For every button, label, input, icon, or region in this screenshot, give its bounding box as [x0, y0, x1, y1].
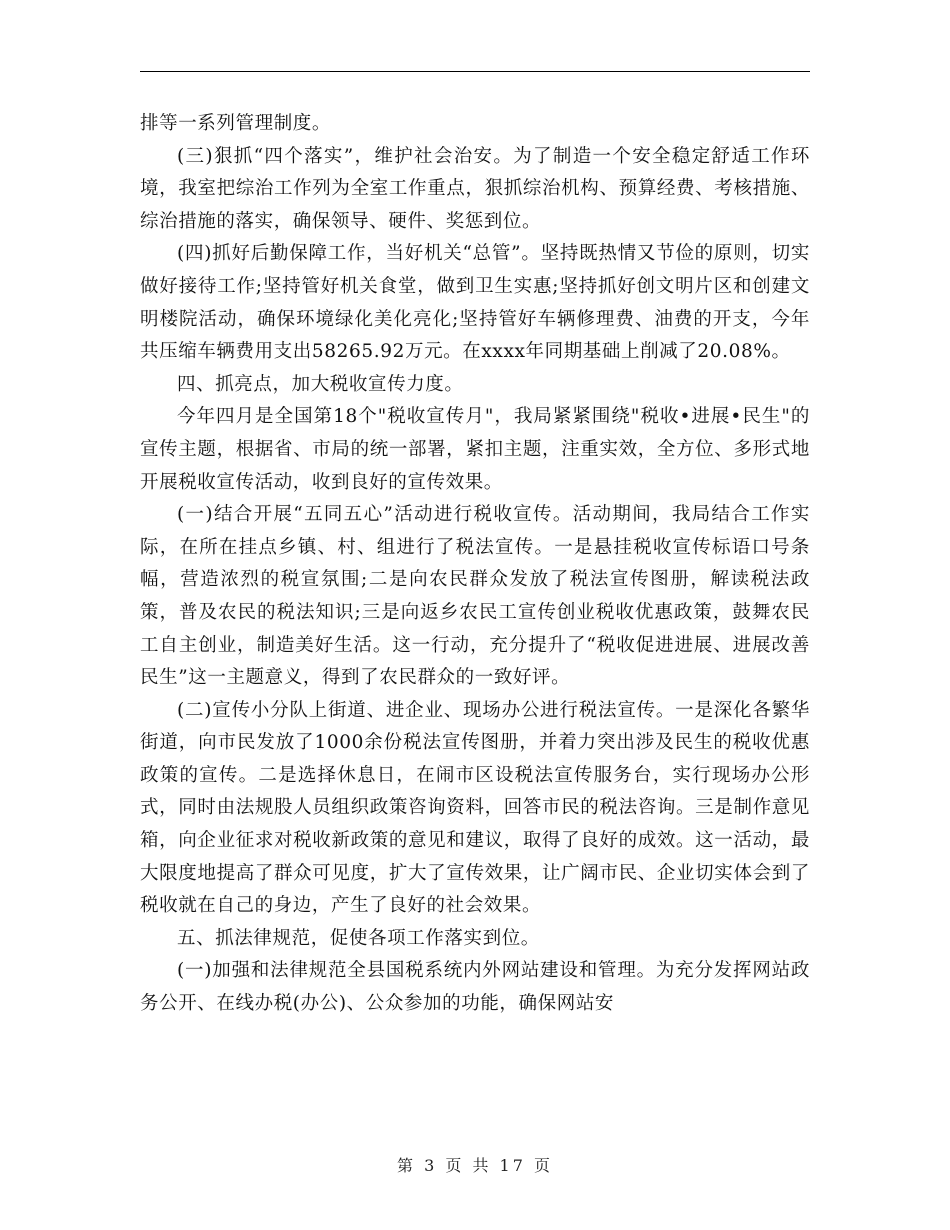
paragraph: (四)抓好后勤保障工作，当好机关“总管”。坚持既热情又节俭的原则，切实做好接待工作;坚持管好机关食堂，做到卫生实惠;坚持抓好创文明片区和创建文明楼院活动，确保环境绿化美化亮化;坚持管好车辆修理费、油费的开支，今年共压缩车辆费用支出58265.92万元。在xxxx年同期基础上削减了20.08%。 [140, 243, 810, 363]
header-rule [140, 71, 810, 72]
paragraph: 今年四月是全国第18个"税收宣传月"，我局紧紧围绕"税收•进展•民生"的宣传主题，根据省、市局的统一部署，紧扣主题，注重实效，全方位、多形式地开展税收宣传活动，收到良好的宣传效果。 [140, 406, 810, 493]
paragraph: (二)宣传小分队上街道、进企业、现场办公进行税法宣传。一是深化各繁华街道，向市民发放了1000余份税法宣传图册，并着力突出涉及民生的税收优惠政策的宣传。二是选择休息日，在闹市区设税法宣传服务台，实行现场办公形式，同时由法规股人员组织政策咨询资料，回答市民的税法咨询。三是制作意见箱，向企业征求对税收新政策的意见和建议，取得了良好的成效。这一活动，最大限度地提高了群众可见度，扩大了宣传效果，让广阔市民、企业切实体会到了税收就在自己的身边，产生了良好的社会效果。 [140, 699, 810, 917]
page-number-footer: 第 3 页 共 17 页 [397, 1156, 553, 1175]
paragraph: (三)狠抓“四个落实”，维护社会治安。为了制造一个安全稳定舒适工作环境，我室把综治工作列为全室工作重点，狠抓综治机构、预算经费、考核措施、综治措施的落实，确保领导、硬件、奖惩到位。 [140, 145, 810, 232]
paragraph: 排等一系列管理制度。 [140, 113, 332, 134]
paragraph: (一)结合开展“五同五心”活动进行税收宣传。活动期间，我局结合工作实际，在所在挂点乡镇、村、组进行了税法宣传。一是悬挂税收宣传标语口号条幅，营造浓烈的税宣氛围;二是向农民群众发放了税法宣传图册，解读税法政策，普及农民的税法知识;三是向返乡农民工宣传创业税收优惠政策，鼓舞农民工自主创业，制造美好生活。这一行动，充分提升了“税收促进进展、进展改善民生”这一主题意义，得到了农民群众的一致好评。 [140, 504, 810, 689]
section-heading: 五、抓法律规范，促使各项工作落实到位。 [177, 927, 540, 949]
section-heading: 四、抓亮点，加大税收宣传力度。 [177, 373, 464, 395]
document-body [140, 108, 810, 1021]
paragraph: (一)加强和法律规范全县国税系统内外网站建设和管理。为充分发挥网站政务公开、在线办税(办公)、公众参加的功能，确保网站安 [140, 960, 810, 1015]
